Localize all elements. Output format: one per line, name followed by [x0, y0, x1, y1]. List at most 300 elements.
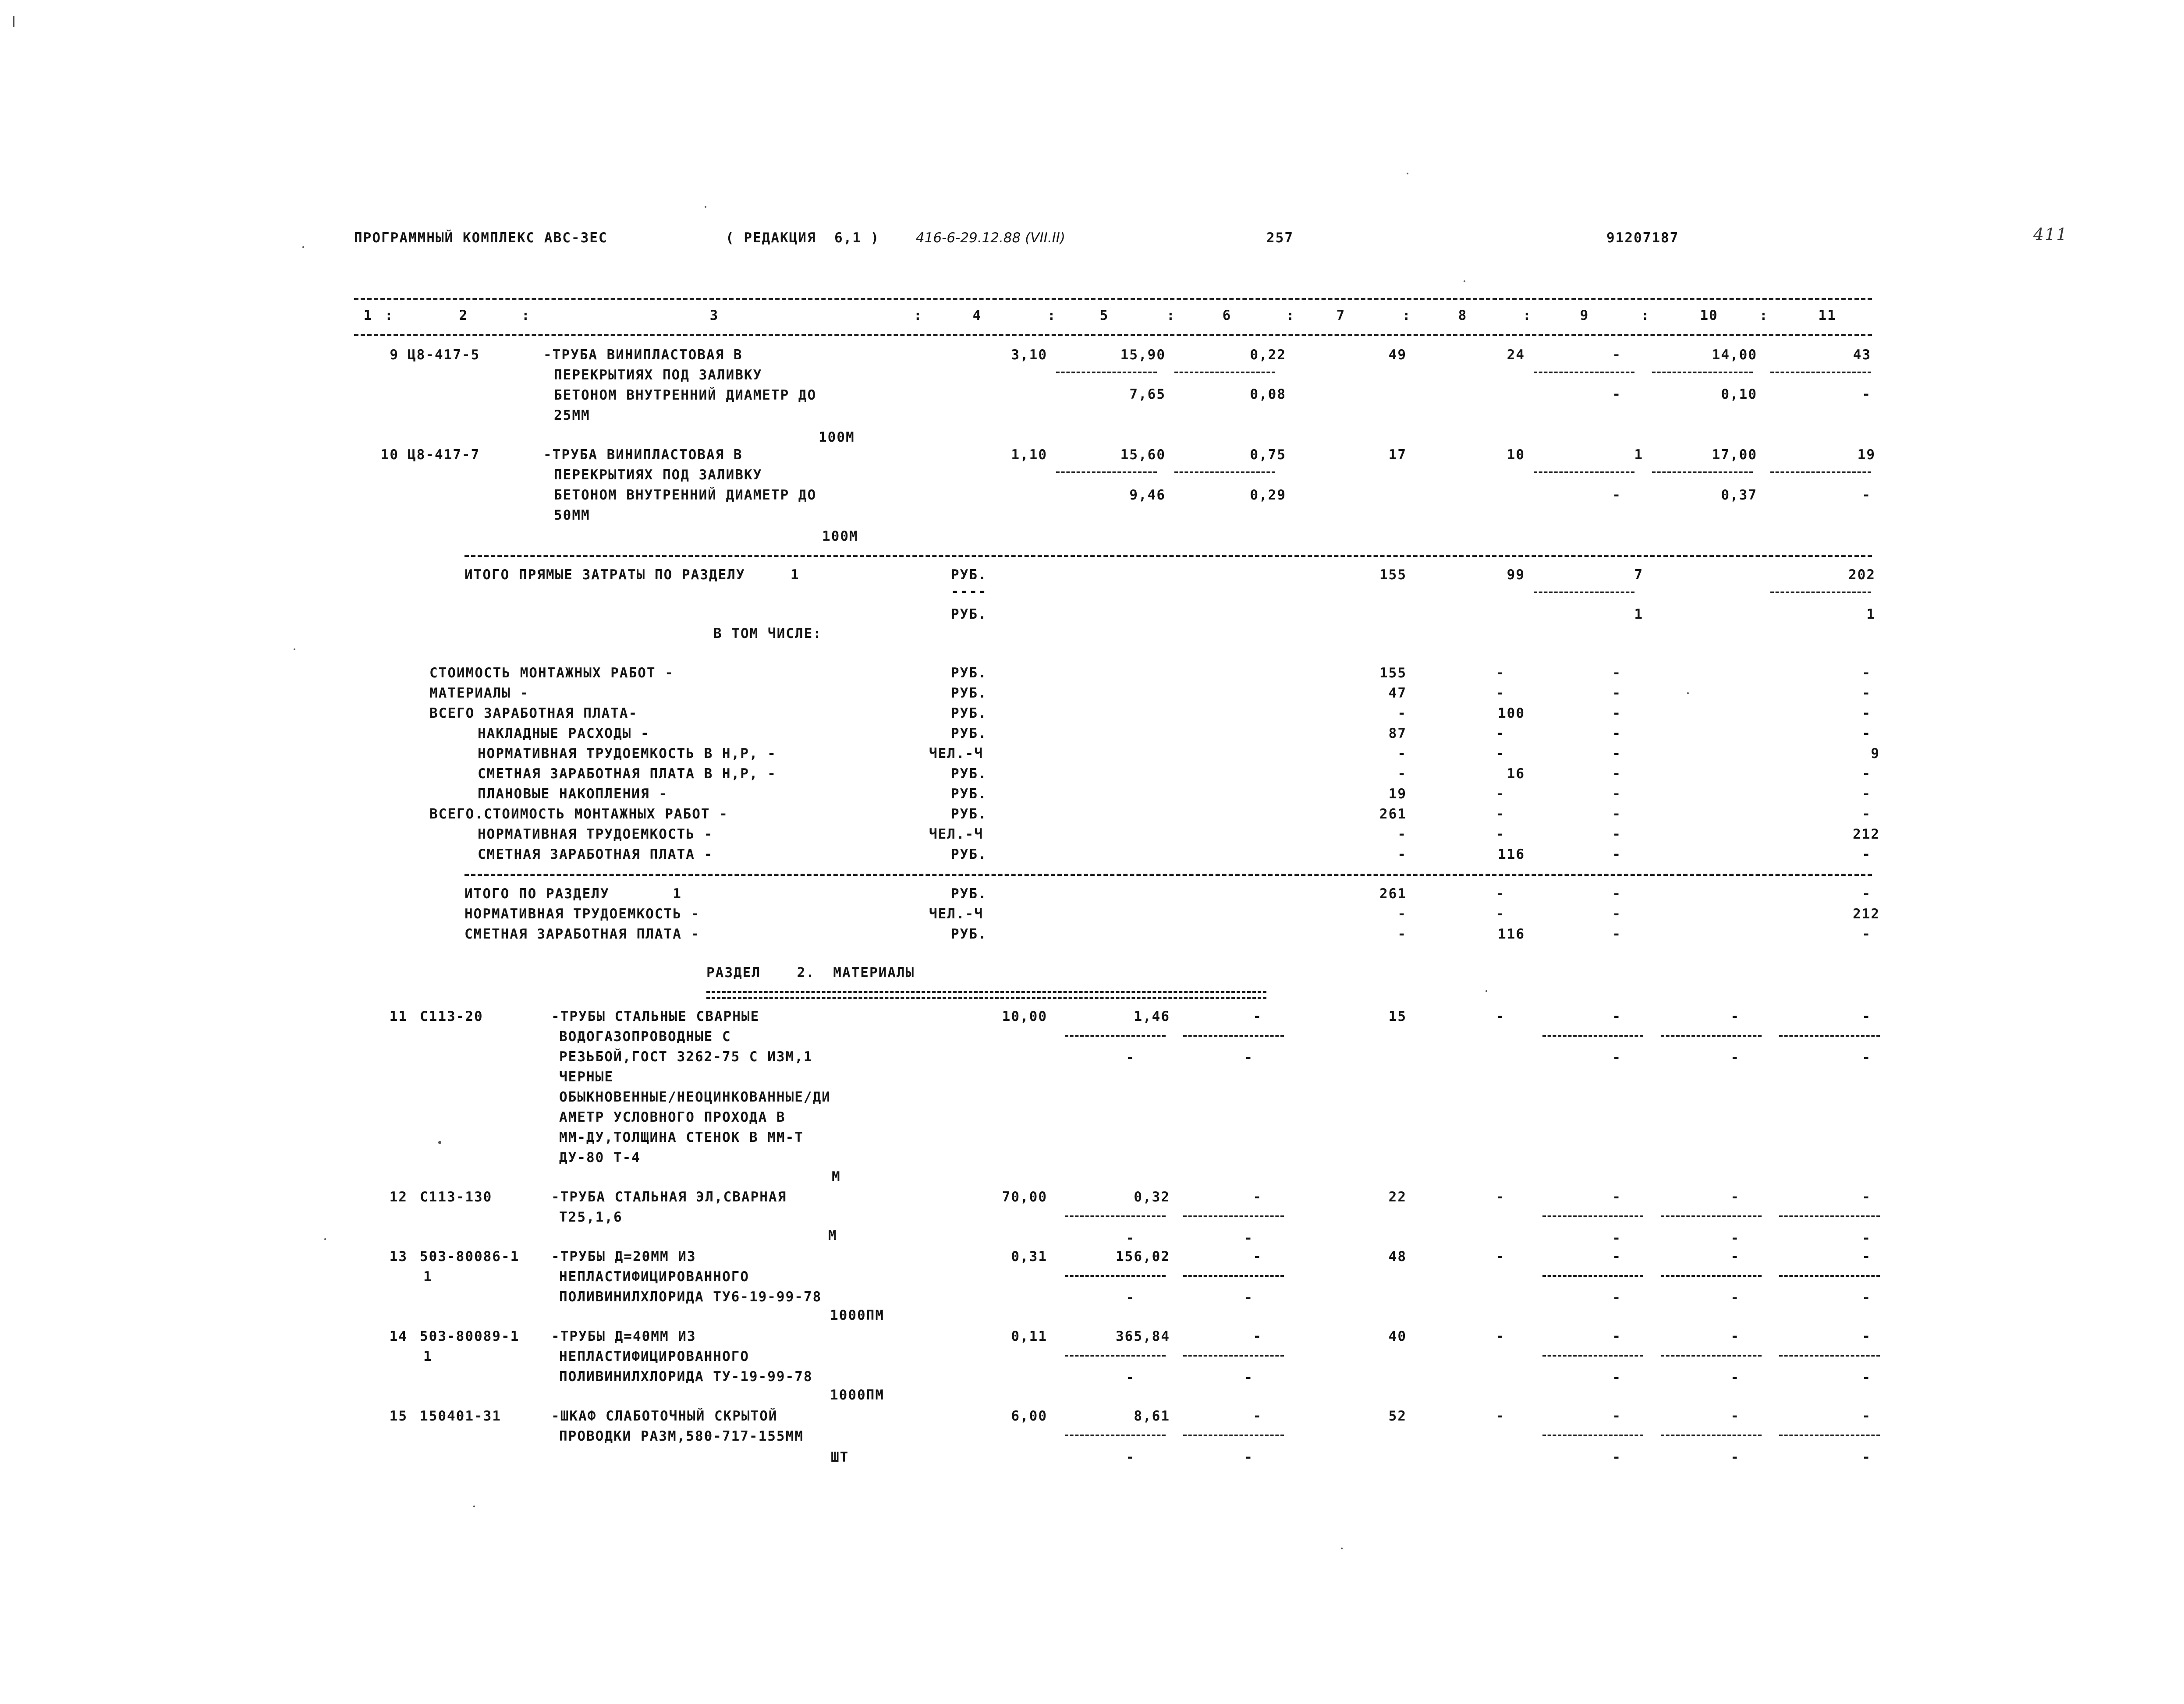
- row-col10-value: -: [1730, 1408, 1740, 1424]
- section-total-col9: -: [1612, 906, 1621, 922]
- direct-total-col9-sub: 1: [1634, 606, 1643, 622]
- section-total-col8: 116: [1498, 926, 1525, 942]
- breakdown-col8: -: [1496, 665, 1505, 681]
- breakdown-col9: -: [1612, 847, 1621, 862]
- row-col8-value: -: [1496, 1189, 1505, 1205]
- row-col5-value: 0,32: [1134, 1189, 1170, 1205]
- subtotal-rule: [1661, 1435, 1762, 1436]
- row-code: Ц8-417-5: [408, 347, 480, 363]
- row-col10-value: -: [1730, 1328, 1740, 1344]
- breakdown-col11: -: [1862, 847, 1871, 862]
- row-col11-value: 43: [1853, 347, 1871, 363]
- subtotal-rule: [1661, 1035, 1762, 1037]
- row-description-line: -ТРУБА СТАЛЬНАЯ ЭЛ,СВАРНАЯ: [551, 1189, 787, 1205]
- program-title: ПРОГРАММНЫЙ КОМПЛЕКС АВС-3ЕС: [354, 230, 608, 246]
- subtotal-rule: [1056, 471, 1157, 473]
- subtotal-rule: [1542, 1435, 1643, 1436]
- row-col8-value: 24: [1507, 347, 1525, 363]
- row-col6-value: -: [1253, 1328, 1262, 1344]
- column-separator: :: [1286, 308, 1295, 323]
- breakdown-label: НОРМАТИВНАЯ ТРУДОЕМКОСТЬ -: [478, 826, 713, 842]
- row-description-line: ЧЕРНЫЕ: [559, 1069, 613, 1085]
- column-separator: :: [914, 308, 923, 323]
- breakdown-col11: -: [1862, 806, 1871, 822]
- breakdown-col7: 47: [1388, 685, 1407, 701]
- column-separator: :: [1047, 308, 1057, 323]
- breakdown-col8: -: [1496, 685, 1505, 701]
- scan-speck: [294, 648, 295, 650]
- row-unit: 100М: [822, 528, 858, 544]
- breakdown-label: МАТЕРИАЛЫ -: [429, 685, 529, 701]
- section-total-col9: -: [1612, 926, 1621, 942]
- breakdown-unit: РУБ.: [951, 847, 987, 862]
- section-total-col11: 212: [1853, 906, 1880, 922]
- row-description-line: ПРОВОДКИ РАЗМ,580-717-155ММ: [559, 1428, 804, 1444]
- row-number: 10: [380, 447, 399, 463]
- row-col6-value: 0,75: [1250, 447, 1286, 463]
- row-col9-subvalue: -: [1612, 1230, 1621, 1246]
- breakdown-col9: -: [1612, 766, 1621, 782]
- row-col9-subvalue: -: [1612, 487, 1621, 503]
- row-description-line: БЕТОНОМ ВНУТРЕННИЙ ДИАМЕТР ДО: [554, 487, 817, 503]
- subtotal-rule: [1770, 471, 1871, 473]
- row-description-line: 25ММ: [554, 407, 590, 423]
- scan-speck: [473, 1506, 475, 1507]
- column-header: 6: [1222, 308, 1232, 323]
- row-col6-value: 0,22: [1250, 347, 1286, 363]
- row-quantity: 3,10: [1011, 347, 1047, 363]
- row-col5-subvalue: -: [1126, 1290, 1135, 1306]
- column-header: 3: [709, 308, 719, 323]
- subtotal-rule: [1183, 1035, 1284, 1037]
- breakdown-col7: -: [1397, 746, 1407, 762]
- subtotal-rule: [1779, 1355, 1880, 1357]
- row-description-line: АМЕТР УСЛОВНОГО ПРОХОДА В: [559, 1109, 786, 1125]
- breakdown-col11: 9: [1871, 746, 1880, 762]
- row-quantity: 0,31: [1011, 1249, 1047, 1265]
- breakdown-col9: -: [1612, 746, 1621, 762]
- breakdown-col8: -: [1496, 726, 1505, 741]
- column-separator: :: [1759, 308, 1769, 323]
- row-description-line: БЕТОНОМ ВНУТРЕННИЙ ДИАМЕТР ДО: [554, 387, 817, 403]
- subtotal-rule: [1779, 1435, 1880, 1436]
- subtotal-rule: [1174, 471, 1275, 473]
- subtotal-rule: [1770, 372, 1871, 373]
- scan-speck: [1464, 280, 1465, 282]
- row-col9-value: -: [1612, 1009, 1621, 1024]
- row-col5-subvalue: -: [1126, 1230, 1135, 1246]
- breakdown-col7: 155: [1379, 665, 1407, 681]
- row-col9-subvalue: -: [1612, 1370, 1621, 1385]
- row-description-line: -ТРУБЫ Д=20ММ ИЗ: [551, 1249, 696, 1265]
- row-col10-subvalue: -: [1730, 1050, 1740, 1066]
- row-col11-subvalue: -: [1862, 487, 1871, 503]
- row-col9-value: 1: [1634, 447, 1643, 463]
- row-description-line: -ТРУБЫ Д=40ММ ИЗ: [551, 1328, 696, 1344]
- row-col9-subvalue: -: [1612, 386, 1621, 402]
- breakdown-col8: -: [1496, 786, 1505, 802]
- subtotal-rule: [1534, 471, 1634, 473]
- row-quantity: 1,10: [1011, 447, 1047, 463]
- subtotal-rule: [1183, 1355, 1284, 1357]
- row-col8-value: -: [1496, 1249, 1505, 1265]
- column-separator: :: [1166, 308, 1176, 323]
- section-total-label: ИТОГО ПО РАЗДЕЛУ 1: [464, 886, 682, 902]
- breakdown-col9: -: [1612, 705, 1621, 721]
- row-description-line: ПОЛИВИНИЛХЛОРИДА ТУ-19-99-78: [559, 1369, 813, 1385]
- breakdown-col7: -: [1397, 705, 1407, 721]
- row-col11-subvalue: -: [1862, 1370, 1871, 1385]
- breakdown-col8: -: [1496, 746, 1505, 762]
- row-col10-subvalue: -: [1730, 1230, 1740, 1246]
- row-description-line: Т25,1,6: [559, 1209, 623, 1225]
- row-unit: ШТ: [831, 1449, 849, 1465]
- row-code: 150401-31: [420, 1408, 501, 1424]
- direct-total-col8: 99: [1507, 567, 1525, 583]
- row-description-line: -ТРУБЫ СТАЛЬНЫЕ СВАРНЫЕ: [551, 1009, 760, 1024]
- row-col9-value: -: [1612, 347, 1621, 363]
- breakdown-col9: -: [1612, 806, 1621, 822]
- row-col8-value: -: [1496, 1009, 1505, 1024]
- section-total-label: СМЕТНАЯ ЗАРАБОТНАЯ ПЛАТА -: [464, 926, 700, 942]
- scan-speck: [324, 1238, 326, 1240]
- row-col5-subvalue: -: [1126, 1449, 1135, 1465]
- row-col11-subvalue: -: [1862, 1050, 1871, 1066]
- subtotal-rule: [1542, 1355, 1643, 1357]
- breakdown-unit: РУБ.: [951, 806, 987, 822]
- row-description-line: 50ММ: [554, 507, 590, 523]
- row-col7-value: 48: [1388, 1249, 1407, 1265]
- row-quantity: 70,00: [1002, 1189, 1047, 1205]
- row-col5-value: 365,84: [1116, 1328, 1170, 1344]
- row-col11-subvalue: -: [1862, 386, 1871, 402]
- row-col6-subvalue: -: [1244, 1050, 1253, 1066]
- including-label: В ТОМ ЧИСЛЕ:: [713, 626, 822, 641]
- row-col11-value: 19: [1857, 447, 1876, 463]
- subtotal-rule: [1174, 372, 1275, 373]
- row-description-line: РЕЗЬБОЙ,ГОСТ 3262-75 С ИЗМ,1: [559, 1049, 813, 1065]
- direct-total-dashes: ----: [951, 584, 987, 599]
- section-2-double-rule: [706, 991, 1266, 999]
- row-code: С113-20: [420, 1009, 483, 1024]
- row-col11-subvalue: -: [1862, 1290, 1871, 1306]
- breakdown-unit: РУБ.: [951, 766, 987, 782]
- breakdown-col9: -: [1612, 786, 1621, 802]
- subtotal-rule: [1065, 1275, 1166, 1277]
- breakdown-label: ВСЕГО.СТОИМОСТЬ МОНТАЖНЫХ РАБОТ -: [429, 806, 728, 822]
- row-description-line: -ТРУБА ВИНИПЛАСТОВАЯ В: [543, 447, 743, 463]
- breakdown-col8: 116: [1498, 847, 1525, 862]
- row-unit: 100М: [819, 429, 855, 445]
- column-separator: :: [1402, 308, 1411, 323]
- direct-total-label: ИТОГО ПРЯМЫЕ ЗАТРАТЫ ПО РАЗДЕЛУ 1: [464, 567, 800, 583]
- document-number: 91207187: [1606, 230, 1679, 246]
- row-col9-value: -: [1612, 1408, 1621, 1424]
- row-col6-value: -: [1253, 1189, 1262, 1205]
- section-total-col7: -: [1397, 926, 1407, 942]
- row-description-line: -ШКАФ СЛАБОТОЧНЫЙ СКРЫТОЙ: [551, 1408, 778, 1424]
- breakdown-col11: -: [1862, 685, 1871, 701]
- breakdown-col7: 19: [1388, 786, 1407, 802]
- row-code: Ц8-417-7: [408, 447, 480, 463]
- row-col6-subvalue: 0,08: [1250, 386, 1286, 402]
- subtotal-rule: [1056, 372, 1157, 373]
- subtotal-rule: [1661, 1275, 1762, 1277]
- row-col9-subvalue: -: [1612, 1449, 1621, 1465]
- subtotal-rule: [1534, 372, 1634, 373]
- row-unit: М: [832, 1169, 841, 1185]
- breakdown-col7: -: [1397, 766, 1407, 782]
- breakdown-col11: -: [1862, 786, 1871, 802]
- section-rule: [464, 874, 1872, 876]
- scan-speck: [705, 206, 706, 208]
- row-col10-value: 17,00: [1712, 447, 1757, 463]
- breakdown-label: СТОИМОСТЬ МОНТАЖНЫХ РАБОТ -: [429, 665, 674, 681]
- breakdown-label: ВСЕГО ЗАРАБОТНАЯ ПЛАТА-: [429, 705, 638, 721]
- section-2-title: РАЗДЕЛ 2. МАТЕРИАЛЫ: [706, 965, 915, 981]
- column-separator: :: [385, 308, 394, 323]
- subtotal-rule: [1183, 1215, 1284, 1217]
- breakdown-col9: -: [1612, 665, 1621, 681]
- row-col10-subvalue: 0,37: [1721, 487, 1757, 503]
- breakdown-col11: -: [1862, 726, 1871, 741]
- direct-total-unit: РУБ.: [951, 567, 987, 583]
- subtotal-rule: [1065, 1435, 1166, 1436]
- row-description-line: НЕПЛАСТИФИЦИРОВАННОГО: [559, 1269, 749, 1285]
- row-col7-value: 52: [1388, 1408, 1407, 1424]
- row-quantity: 0,11: [1011, 1328, 1047, 1344]
- row-unit: М: [828, 1228, 837, 1243]
- subtotal-rule: [1542, 1035, 1643, 1037]
- direct-total-col11: 202: [1848, 567, 1876, 583]
- subtotal-rule: [1534, 592, 1634, 593]
- column-header: 5: [1099, 308, 1109, 323]
- row-col7-value: 49: [1388, 347, 1407, 363]
- column-header: 2: [459, 308, 468, 323]
- breakdown-unit: РУБ.: [951, 705, 987, 721]
- row-description-line: ПОЛИВИНИЛХЛОРИДА ТУ6-19-99-78: [559, 1289, 822, 1305]
- direct-total-unit: РУБ.: [951, 606, 987, 622]
- row-col9-value: -: [1612, 1189, 1621, 1205]
- row-col9-value: -: [1612, 1249, 1621, 1265]
- row-col5-subvalue: 9,46: [1129, 487, 1166, 503]
- direct-total-col9: 7: [1634, 567, 1643, 583]
- breakdown-label: СМЕТНАЯ ЗАРАБОТНАЯ ПЛАТА -: [478, 847, 713, 862]
- column-header: 7: [1336, 308, 1346, 323]
- row-quantity: 6,00: [1011, 1408, 1047, 1424]
- row-col7-value: 22: [1388, 1189, 1407, 1205]
- section-total-col11: -: [1862, 886, 1871, 902]
- scan-speck: [302, 246, 304, 248]
- section-total-unit: РУБ.: [951, 886, 987, 902]
- subtotal-rule: [1183, 1275, 1284, 1277]
- subtotal-rule: [1770, 592, 1871, 593]
- row-description-line: -ТРУБА ВИНИПЛАСТОВАЯ В: [543, 347, 743, 363]
- scan-speck: [438, 1141, 441, 1144]
- row-description-line: ПЕРЕКРЫТИЯХ ПОД ЗАЛИВКУ: [554, 467, 762, 483]
- row-col11-value: -: [1862, 1249, 1871, 1265]
- row-description-line: НЕПЛАСТИФИЦИРОВАННОГО: [559, 1349, 749, 1364]
- section-total-label: НОРМАТИВНАЯ ТРУДОЕМКОСТЬ -: [464, 906, 700, 922]
- row-code-continuation: 1: [423, 1349, 433, 1364]
- breakdown-col11: -: [1862, 665, 1871, 681]
- breakdown-col9: -: [1612, 826, 1621, 842]
- row-number: 12: [389, 1189, 408, 1205]
- row-quantity: 10,00: [1002, 1009, 1047, 1024]
- row-unit: 1000ПМ: [830, 1387, 884, 1403]
- row-col8-value: 10: [1507, 447, 1525, 463]
- row-number: 9: [390, 347, 399, 363]
- breakdown-label: ПЛАНОВЫЕ НАКОПЛЕНИЯ -: [478, 786, 668, 802]
- column-header: 11: [1818, 308, 1837, 323]
- subtotal-rule: [1652, 471, 1753, 473]
- row-col6-subvalue: -: [1244, 1230, 1253, 1246]
- row-description-line: ОБЫКНОВЕННЫЕ/НЕОЦИНКОВАННЫЕ/ДИ: [559, 1089, 831, 1105]
- page-number: 257: [1266, 230, 1294, 246]
- row-col6-value: -: [1253, 1408, 1262, 1424]
- breakdown-col7: -: [1397, 847, 1407, 862]
- breakdown-unit: РУБ.: [951, 685, 987, 701]
- row-col8-value: -: [1496, 1408, 1505, 1424]
- column-separator: :: [1523, 308, 1532, 323]
- direct-total-col7: 155: [1379, 567, 1407, 583]
- row-col10-value: -: [1730, 1189, 1740, 1205]
- row-number: 14: [389, 1328, 408, 1344]
- row-col11-value: -: [1862, 1408, 1871, 1424]
- row-col6-subvalue: -: [1244, 1290, 1253, 1306]
- row-col6-value: -: [1253, 1009, 1262, 1024]
- breakdown-unit: РУБ.: [951, 786, 987, 802]
- row-col10-subvalue: -: [1730, 1290, 1740, 1306]
- breakdown-label: НОРМАТИВНАЯ ТРУДОЕМКОСТЬ В Н,Р, -: [478, 746, 776, 762]
- row-code: 503-80089-1: [420, 1328, 520, 1344]
- breakdown-unit: РУБ.: [951, 665, 987, 681]
- row-col11-subvalue: -: [1862, 1230, 1871, 1246]
- row-col10-subvalue: -: [1730, 1370, 1740, 1385]
- row-col6-subvalue: 0,29: [1250, 487, 1286, 503]
- column-header: 10: [1700, 308, 1718, 323]
- column-header: 1: [363, 308, 373, 323]
- breakdown-col9: -: [1612, 726, 1621, 741]
- row-number: 15: [389, 1408, 408, 1424]
- subtotal-rule: [1652, 372, 1753, 373]
- scan-speck: [1341, 1548, 1343, 1549]
- row-col7-value: 15: [1388, 1009, 1407, 1024]
- row-description-line: ДУ-80 Т-4: [559, 1150, 641, 1166]
- corner-handwritten-mark: 411: [2033, 225, 2068, 244]
- row-col11-value: -: [1862, 1328, 1871, 1344]
- row-description-line: ПЕРЕКРЫТИЯХ ПОД ЗАЛИВКУ: [554, 367, 762, 383]
- scan-speck: [1687, 692, 1689, 694]
- column-separator: :: [521, 308, 531, 323]
- subtotal-rule: [1183, 1435, 1284, 1436]
- row-code-continuation: 1: [423, 1269, 433, 1285]
- subtotal-rule: [1542, 1215, 1643, 1217]
- breakdown-col7: 261: [1379, 806, 1407, 822]
- row-code: С113-130: [420, 1189, 493, 1205]
- row-col5-value: 156,02: [1116, 1249, 1170, 1265]
- breakdown-unit: РУБ.: [951, 726, 987, 741]
- section-total-col11: -: [1862, 926, 1871, 942]
- header-bottom-rule: [354, 334, 1872, 336]
- row-col8-value: -: [1496, 1328, 1505, 1344]
- row-description-line: ВОДОГАЗОПРОВОДНЫЕ С: [559, 1029, 731, 1045]
- breakdown-col8: -: [1496, 826, 1505, 842]
- row-col10-subvalue: 0,10: [1721, 386, 1757, 402]
- breakdown-col8: 100: [1498, 705, 1525, 721]
- row-col5-value: 15,60: [1120, 447, 1166, 463]
- row-col5-subvalue: -: [1126, 1370, 1135, 1385]
- breakdown-col11: -: [1862, 705, 1871, 721]
- section-rule: [464, 555, 1872, 557]
- subtotal-rule: [1065, 1035, 1166, 1037]
- row-unit: 1000ПМ: [830, 1307, 884, 1323]
- row-col9-subvalue: -: [1612, 1050, 1621, 1066]
- subtotal-rule: [1661, 1215, 1762, 1217]
- section-total-col8: -: [1496, 886, 1505, 902]
- direct-total-col11-sub: 1: [1866, 606, 1876, 622]
- breakdown-col9: -: [1612, 685, 1621, 701]
- row-col6-subvalue: -: [1244, 1449, 1253, 1465]
- row-col11-subvalue: -: [1862, 1449, 1871, 1465]
- subtotal-rule: [1065, 1355, 1166, 1357]
- row-col9-subvalue: -: [1612, 1290, 1621, 1306]
- row-col5-value: 8,61: [1134, 1408, 1170, 1424]
- column-header: 9: [1580, 308, 1589, 323]
- subtotal-rule: [1779, 1035, 1880, 1037]
- subtotal-rule: [1779, 1275, 1880, 1277]
- row-col5-subvalue: 7,65: [1129, 386, 1166, 402]
- row-col11-value: -: [1862, 1189, 1871, 1205]
- section-total-col7: 261: [1379, 886, 1407, 902]
- edition-label: ( РЕДАКЦИЯ 6,1 ): [726, 230, 880, 246]
- section-total-unit: РУБ.: [951, 926, 987, 942]
- row-col5-value: 1,46: [1134, 1009, 1170, 1024]
- scan-speck: [1486, 990, 1487, 992]
- row-col5-value: 15,90: [1120, 347, 1166, 363]
- row-col7-value: 17: [1388, 447, 1407, 463]
- column-header: 4: [972, 308, 982, 323]
- section-total-col7: -: [1397, 906, 1407, 922]
- section-total-col9: -: [1612, 886, 1621, 902]
- row-col11-value: -: [1862, 1009, 1871, 1024]
- row-col7-value: 40: [1388, 1328, 1407, 1344]
- row-col10-subvalue: -: [1730, 1449, 1740, 1465]
- breakdown-col11: 212: [1853, 826, 1880, 842]
- row-col10-value: 14,00: [1712, 347, 1757, 363]
- table-top-rule: [354, 298, 1872, 300]
- breakdown-col7: 87: [1388, 726, 1407, 741]
- breakdown-label: СМЕТНАЯ ЗАРАБОТНАЯ ПЛАТА В Н,Р, -: [478, 766, 776, 782]
- row-col10-value: -: [1730, 1249, 1740, 1265]
- column-separator: :: [1641, 308, 1650, 323]
- section-total-col8: -: [1496, 906, 1505, 922]
- column-header: 8: [1458, 308, 1468, 323]
- breakdown-label: НАКЛАДНЫЕ РАСХОДЫ -: [478, 726, 650, 741]
- row-col6-subvalue: -: [1244, 1370, 1253, 1385]
- row-code: 503-80086-1: [420, 1249, 520, 1265]
- row-number: 13: [389, 1249, 408, 1265]
- breakdown-unit: ЧЕЛ.-Ч: [929, 746, 983, 762]
- subtotal-rule: [1661, 1355, 1762, 1357]
- row-number: 11: [389, 1009, 408, 1024]
- row-description-line: ММ-ДУ,ТОЛЩИНА СТЕНОК В ММ-Т: [559, 1130, 804, 1145]
- breakdown-unit: ЧЕЛ.-Ч: [929, 826, 983, 842]
- subtotal-rule: [1542, 1275, 1643, 1277]
- row-col9-value: -: [1612, 1328, 1621, 1344]
- breakdown-col11: -: [1862, 766, 1871, 782]
- breakdown-col7: -: [1397, 826, 1407, 842]
